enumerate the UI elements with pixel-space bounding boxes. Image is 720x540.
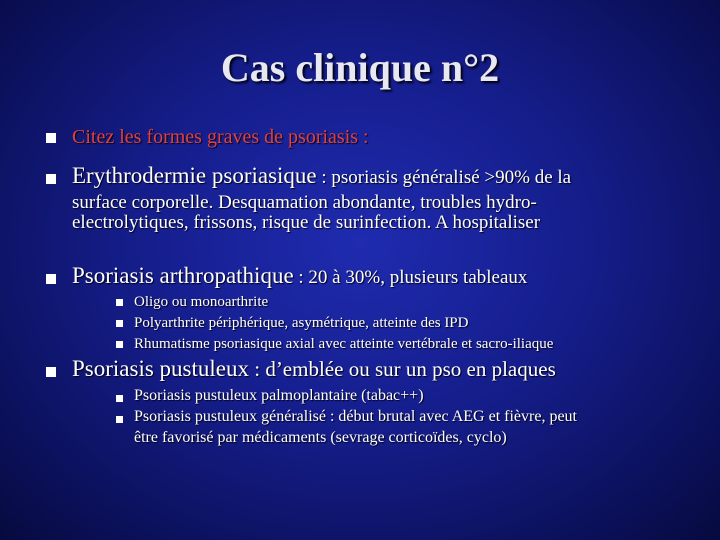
erythrodermie-line3: electrolytiques, frissons, risque de surinfection. A hospitaliser bbox=[72, 212, 541, 233]
question-text: Citez les formes graves de psoriasis : bbox=[72, 126, 369, 148]
bullet-square-icon bbox=[46, 367, 56, 377]
pustuleux-sub-2-line2: être favorisé par médicaments (sevrage corticoïdes, cyclo) bbox=[134, 429, 507, 446]
arthropathique-sub-3: Rhumatisme psoriasique axial avec atteinte vertébrale et sacro-iliaque bbox=[134, 336, 554, 352]
pustuleux-item bbox=[72, 358, 556, 381]
sub-bullet-square-icon bbox=[116, 395, 123, 402]
pustuleux-sub-2-line1: Psoriasis pustuleux généralisé : début brutal avec AEG et fièvre, peut bbox=[134, 408, 577, 425]
arthropathique-desc: : 20 à 30%, plusieurs tableaux bbox=[293, 267, 528, 288]
sub-bullet-square-icon bbox=[116, 416, 123, 423]
erythrodermie-heading: Erythrodermie psoriasique bbox=[72, 163, 317, 188]
erythrodermie-item bbox=[72, 165, 571, 189]
pustuleux-sub-1: Psoriasis pustuleux palmoplantaire (tabac++) bbox=[134, 387, 424, 404]
erythrodermie-line2: surface corporelle. Desquamation abondante, troubles hydro- bbox=[72, 192, 537, 213]
sub-bullet-square-icon bbox=[116, 299, 123, 306]
arthropathique-sub-2: Polyarthrite périphérique, asymétrique, atteinte des IPD bbox=[134, 315, 469, 331]
pustuleux-heading: Psoriasis pustuleux bbox=[72, 356, 249, 381]
arthropathique-heading: Psoriasis arthropathique bbox=[72, 263, 294, 288]
arthropathique-item bbox=[72, 265, 527, 289]
arthropathique-sub-1: Oligo ou monoarthrite bbox=[134, 294, 269, 310]
bullet-square-icon bbox=[46, 174, 56, 184]
bullet-square-icon bbox=[46, 133, 56, 143]
pustuleux-desc: : d’emblée ou sur un pso en plaques bbox=[248, 357, 556, 381]
sub-bullet-square-icon bbox=[116, 341, 123, 348]
erythrodermie-desc: : psoriasis généralisé >90% de la bbox=[316, 167, 572, 188]
slide-title: Cas clinique n°2 bbox=[220, 45, 500, 90]
bullet-square-icon bbox=[46, 274, 56, 284]
sub-bullet-square-icon bbox=[116, 320, 123, 327]
